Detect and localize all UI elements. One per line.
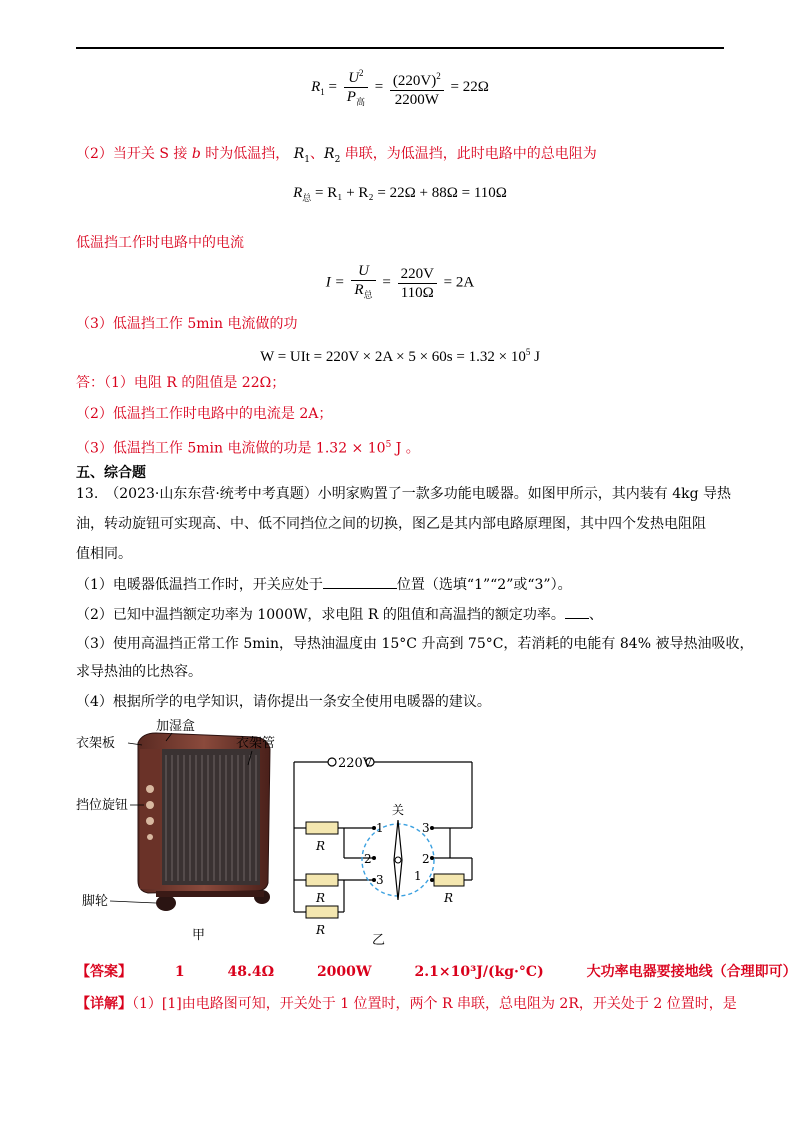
q13-sub4: （4）根据所学的电学知识，请你提出一条安全使用电暖器的建议。 <box>76 694 491 710</box>
label-yi: 乙 <box>372 933 386 946</box>
wheel-icon <box>156 895 176 911</box>
voltage-label: 220V <box>338 756 373 771</box>
resistor-4 <box>434 874 464 886</box>
label-yijiaguan: 衣架管 <box>236 736 276 751</box>
q13-line-2: 油，转动旋钮可实现高、中、低不同挡位之间的切换，图乙是其内部电路原理图，其中四个发热电阻阻 <box>76 516 706 532</box>
step2-text: （2）当开关 S 接 b 时为低温挡， $R_1$、$R_2$ 串联，为低温挡，此时电路中的总电阻为 <box>76 146 597 165</box>
step3-text: （3）低温挡工作 5min 电流做的功 <box>76 316 298 332</box>
resistor-label-4: R <box>444 891 454 905</box>
formula-r1: $R_1$ = $\frac{U^2}{P_高}$ = $\frac{(220V)^2}{2200W}$ = 22Ω <box>0 64 800 111</box>
q13-line-3: 值相同。 <box>76 546 132 562</box>
label-jia: 甲 <box>192 928 206 943</box>
current-intro: 低温挡工作时电路中的电流 <box>76 235 244 251</box>
switch-off-label: 关 <box>392 803 405 817</box>
contact-right-1: 1 <box>414 869 422 883</box>
label-dangwei: 挡位旋钮 <box>76 798 129 813</box>
contact-left-2: 2 <box>364 852 372 866</box>
resistor-3 <box>306 906 338 918</box>
resistor-1 <box>306 822 338 834</box>
formula-rtotal: $R_总 = R_1 + R_2 = 22\Omega + 88\Omega = 110\Omega$ <box>293 185 507 203</box>
detail-line: 【详解】（1）[1]由电路图可知，开关处于 1 位置时，两个 R 串联，总电阻为 2R，开关处于 2 位置时，是 <box>76 996 737 1012</box>
contact-left-1: 1 <box>376 821 384 835</box>
q13-sub2: （2）已知中温挡额定功率为 1000W，求电阻 R 的阻值和高温挡的额定功率。 、 <box>76 604 603 625</box>
heater-figure <box>76 715 286 945</box>
resistor-2 <box>306 874 338 886</box>
q13-sub3-line-1: （3）使用高温挡正常工作 5min，导热油温度由 15°C 升高到 75°C，若消耗的电能有 84% 被导热油吸收， <box>76 636 754 652</box>
answer-blank-2[interactable] <box>565 604 589 619</box>
circuit-figure <box>288 752 488 946</box>
label-yijiaban: 衣架板 <box>76 736 116 751</box>
label-jiashihe: 加湿盒 <box>156 719 196 734</box>
q13-sub1: （1）电暖器低温挡工作时，开关应处于 位置（选填“1”“2”或“3”）。 <box>76 574 572 595</box>
answer-line-1: 答：（1）电阻 R 的阻值是 22Ω； <box>76 375 286 391</box>
terminal-left <box>328 758 336 766</box>
answer-line-2: （2）低温挡工作时电路中的电流是 2A； <box>76 406 333 422</box>
q13-sub3-line-2: 求导热油的比热容。 <box>76 664 202 680</box>
resistor-label-3: R <box>316 923 326 937</box>
section-title: 五、综合题 <box>76 465 146 481</box>
knob-icon <box>146 785 154 793</box>
formula-w: W = UIt = $220V \times 2A \times 5 \times 60s = 1.32 \times 10^5$ J <box>260 347 540 365</box>
answer-row: 【答案】 1 48.4Ω 2000W 2.1×10³J/(kg·°C) 大功率电器要接地线（合理即可） <box>76 964 797 980</box>
formula-i: I = $\frac{U}{R_总}$ = $\frac{220V}{110\Omega}$ = 2A <box>325 263 475 301</box>
answer-blank-1[interactable] <box>323 574 397 589</box>
answer-line-3: （3）低温挡工作 5min 电流做的功是 $1.32 \times 10^5$ J 。 <box>76 440 420 457</box>
resistor-label-1: R <box>316 839 326 853</box>
heater-body <box>138 733 270 911</box>
contact-right-3: 3 <box>422 821 430 835</box>
q13-line-1: 13. （2023·山东东营·统考中考真题）小明家购置了一款多功能电暖器。如图甲所示，其内装有 4kg 导热 <box>76 486 732 502</box>
contact-left-3: 3 <box>376 873 384 887</box>
resistor-label-2: R <box>316 891 326 905</box>
header-rule <box>76 47 724 49</box>
contact-right-2: 2 <box>422 852 430 866</box>
label-jiaolun: 脚轮 <box>82 894 109 909</box>
